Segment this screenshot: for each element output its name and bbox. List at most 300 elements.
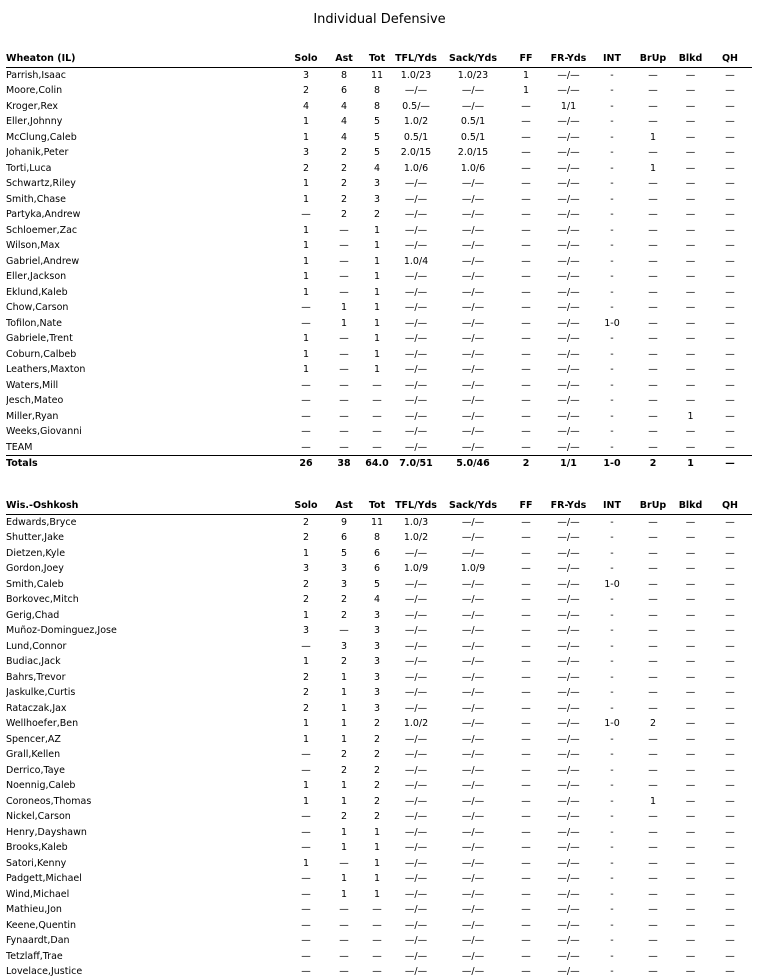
stat-cell: 1.0/6 — [403, 162, 429, 174]
stat-cell: — — [685, 563, 696, 574]
stat-cell: —/— — [557, 795, 580, 807]
stat-cell: 2 — [302, 162, 310, 174]
stat-cell: - — [610, 209, 614, 220]
stat-cell: — — [685, 379, 696, 391]
stat-cell: 2 — [302, 532, 310, 543]
table-header-row — [6, 51, 752, 67]
stat-cell: —/— — [404, 594, 428, 605]
stat-cell: 3 — [373, 640, 381, 652]
col-ast-header: Ast — [326, 51, 362, 67]
stat-cell: — — [521, 302, 531, 313]
stat-cell: —/— — [557, 162, 580, 174]
stat-cell: — — [648, 441, 658, 453]
stat-cell: — — [648, 333, 658, 344]
stat-cell: — — [648, 240, 658, 251]
player-name: Satori,Kenny — [6, 857, 67, 869]
stat-cell: - — [610, 826, 614, 838]
stat-cell: - — [610, 842, 614, 853]
stat-cell: — — [648, 625, 658, 636]
stat-cell: —/— — [461, 733, 485, 745]
player-name: Gabriel,Andrew — [6, 255, 80, 267]
stat-cell: —/— — [557, 857, 580, 869]
stat-cell: 1 — [373, 348, 381, 360]
stat-cell: — — [685, 395, 696, 406]
stat-cell: - — [610, 516, 614, 528]
stat-cell: — — [648, 935, 658, 946]
col-qh-header: QH — [708, 498, 752, 514]
stat-cell: —/— — [557, 702, 580, 714]
stat-cell: —/— — [461, 317, 485, 329]
stat-cell: — — [301, 935, 311, 946]
stat-cell: 2 — [302, 85, 310, 96]
stat-cell: —/— — [557, 594, 580, 605]
stat-cell: —/— — [461, 547, 485, 559]
stat-cell: —/— — [557, 395, 580, 406]
col-int-header: INT — [591, 498, 633, 514]
stat-cell: — — [685, 640, 696, 652]
stat-cell: — — [648, 733, 658, 745]
stat-cell: 8 — [373, 100, 381, 112]
stat-cell: —/— — [404, 178, 428, 189]
stat-cell: 1 — [373, 842, 381, 853]
table-row — [6, 99, 752, 115]
stat-cell: — — [339, 441, 349, 453]
table-row — [6, 530, 752, 546]
stat-cell: — — [685, 764, 696, 776]
stat-cell: — — [685, 516, 696, 528]
stat-cell: — — [725, 594, 735, 605]
stat-cell: 1 — [340, 671, 348, 683]
stat-cell: —/— — [461, 302, 485, 313]
stat-cell: —/— — [404, 640, 428, 652]
stat-cell: —/— — [404, 904, 428, 915]
stat-cell: 2 — [373, 718, 381, 729]
stat-cell: - — [610, 69, 614, 81]
player-name: Eller,Jackson — [6, 271, 67, 282]
stat-cell: — — [521, 625, 531, 636]
player-name: Coroneos,Thomas — [6, 795, 92, 807]
stat-cell: —/— — [461, 255, 485, 267]
stat-cell: - — [610, 935, 614, 946]
totals-label: Totals — [6, 456, 286, 472]
table-row — [6, 223, 752, 239]
stat-cell: — — [685, 333, 696, 344]
stat-cell: — — [725, 656, 735, 667]
stat-cell: — — [685, 255, 696, 267]
stat-cell: 1 — [340, 873, 348, 884]
stat-cell: — — [372, 441, 382, 453]
stat-cell: 1 — [373, 224, 381, 236]
stat-cell: —/— — [404, 578, 428, 590]
stat-cell: — — [648, 640, 658, 652]
stat-cell: —/— — [461, 609, 485, 621]
stat-cell: —/— — [404, 224, 428, 236]
stat-cell: — — [648, 426, 658, 437]
table-row — [6, 887, 752, 903]
stat-cell: 1 — [302, 255, 310, 267]
stat-cell: — — [685, 271, 696, 282]
stat-cell: — — [685, 224, 696, 236]
stat-cell: — — [725, 131, 735, 143]
stat-cell: — — [725, 826, 735, 838]
stat-cell: 2 — [340, 193, 348, 205]
stat-cell: — — [685, 625, 696, 636]
stat-cell: —/— — [404, 286, 428, 298]
stat-cell: — — [725, 795, 735, 807]
stat-cell: — — [725, 780, 735, 791]
stat-cell: — — [725, 85, 735, 96]
stat-cell: — — [339, 364, 349, 375]
stat-cell: 2 — [302, 516, 310, 528]
player-name: Eklund,Kaleb — [6, 286, 68, 298]
player-name: Muñoz-Dominguez,Jose — [6, 625, 117, 636]
stat-cell: 1 — [302, 609, 310, 621]
stat-cell: — — [339, 625, 349, 636]
stat-cell: —/— — [557, 904, 580, 915]
player-name: Coburn,Calbeb — [6, 348, 77, 360]
stat-cell: — — [648, 224, 658, 236]
stat-cell: — — [372, 379, 382, 391]
stat-cell: 1 — [340, 888, 348, 900]
player-name: Bahrs,Trevor — [6, 671, 66, 683]
stat-cell: — — [521, 240, 531, 251]
stat-cell: — — [725, 904, 735, 915]
stat-cell: - — [610, 395, 614, 406]
stat-cell: — — [648, 85, 658, 96]
stat-cell: —/— — [557, 333, 580, 344]
stat-cell: 1 — [373, 317, 381, 329]
stat-cell: — — [521, 162, 531, 174]
stat-cell: —/— — [461, 578, 485, 590]
stat-cell: 1-0 — [604, 718, 620, 729]
stat-cell: — — [648, 780, 658, 791]
stat-cell: 9 — [340, 516, 348, 528]
stat-cell: —/— — [404, 333, 428, 344]
stat-cell: —/— — [404, 348, 428, 360]
stat-cell: — — [725, 547, 735, 559]
stat-cell: — — [339, 426, 349, 437]
stat-cell: — — [301, 426, 311, 437]
player-name: Chow,Carson — [6, 302, 69, 313]
stat-cell: 3 — [302, 69, 310, 81]
stat-cell: — — [339, 240, 349, 251]
stat-cell: 1 — [340, 780, 348, 791]
stat-cell: 0.5/1 — [460, 131, 486, 143]
stat-cell: — — [685, 609, 696, 621]
stat-cell: - — [610, 950, 614, 962]
stat-cell: —/— — [557, 426, 580, 437]
stat-cell: 1 — [687, 410, 694, 422]
stat-cell: 1.0/2 — [403, 718, 429, 729]
table-row — [6, 238, 752, 254]
table-row — [6, 654, 752, 670]
stat-cell: 4 — [373, 594, 381, 605]
stat-cell: —/— — [404, 395, 428, 406]
stat-cell: — — [521, 147, 531, 158]
stat-cell: —/— — [461, 671, 485, 683]
stat-cell: — — [521, 842, 531, 853]
stat-cell: 2 — [373, 811, 381, 822]
stat-cell: —/— — [557, 255, 580, 267]
stat-cell: 1 — [373, 873, 381, 884]
stat-cell: 3 — [373, 671, 381, 683]
table-row — [6, 316, 752, 332]
stat-cell: — — [339, 950, 349, 962]
stat-cell: —/— — [557, 547, 580, 559]
table-row — [6, 130, 752, 146]
stat-cell: - — [610, 147, 614, 158]
table-row — [6, 347, 752, 363]
col-int-header: INT — [591, 51, 633, 67]
stat-cell: 5 — [373, 131, 381, 143]
totals-cell: 26 — [286, 456, 326, 472]
stat-cell: - — [610, 795, 614, 807]
stat-cell: — — [685, 131, 696, 143]
stat-cell: 1 — [340, 795, 348, 807]
stat-cell: — — [521, 410, 531, 422]
stat-cell: 1 — [302, 193, 310, 205]
player-name: TEAM — [6, 441, 33, 453]
stat-cell: —/— — [557, 935, 580, 946]
stat-cell: 1 — [340, 842, 348, 853]
stat-cell: —/— — [461, 209, 485, 220]
stat-cell: — — [725, 441, 735, 453]
stat-cell: — — [725, 364, 735, 375]
stat-cell: — — [685, 687, 696, 698]
stat-cell: — — [301, 379, 311, 391]
table-row — [6, 794, 752, 810]
stat-cell: - — [610, 255, 614, 267]
stat-cell: —/— — [461, 656, 485, 667]
stat-cell: —/— — [461, 888, 485, 900]
stat-cell: — — [521, 348, 531, 360]
col-qh-header: QH — [708, 51, 752, 67]
stat-cell: - — [610, 640, 614, 652]
stat-cell: 5 — [340, 547, 348, 559]
col-fr-header: FR-Yds — [546, 498, 591, 514]
stat-cell: — — [339, 966, 349, 977]
stat-cell: — — [725, 919, 735, 931]
stat-cell: — — [301, 640, 311, 652]
stat-cell: 1.0/3 — [403, 516, 429, 528]
totals-cell: 5.0/46 — [440, 456, 506, 472]
stat-cell: — — [521, 609, 531, 621]
stat-cell: — — [521, 888, 531, 900]
stat-cell: — — [725, 516, 735, 528]
stat-cell: —/— — [404, 209, 428, 220]
stat-cell: 3 — [302, 147, 310, 158]
stat-cell: —/— — [461, 379, 485, 391]
stat-cell: —/— — [557, 656, 580, 667]
stat-cell: —/— — [461, 687, 485, 698]
stat-cell: — — [339, 271, 349, 282]
stat-cell: — — [301, 395, 311, 406]
stat-cell: — — [648, 317, 658, 329]
stat-cell: — — [648, 857, 658, 869]
stat-cell: — — [685, 733, 696, 745]
stat-cell: —/— — [461, 826, 485, 838]
stat-cell: - — [610, 426, 614, 437]
stat-cell: — — [339, 410, 349, 422]
table-row — [6, 300, 752, 316]
stat-cell: — — [685, 656, 696, 667]
stat-cell: —/— — [461, 640, 485, 652]
stat-cell: — — [725, 147, 735, 158]
stat-cell: —/— — [404, 426, 428, 437]
stat-cell: — — [521, 286, 531, 298]
stat-cell: — — [648, 811, 658, 822]
player-name: Noennig,Caleb — [6, 780, 76, 791]
table-row — [6, 393, 752, 409]
stat-cell: — — [685, 935, 696, 946]
stat-cell: —/— — [557, 193, 580, 205]
table-header-row — [6, 498, 752, 514]
table-row — [6, 254, 752, 270]
stat-cell: — — [725, 687, 735, 698]
stat-cell: —/— — [404, 888, 428, 900]
stat-cell: - — [610, 857, 614, 869]
col-solo-header: Solo — [286, 498, 326, 514]
stat-cell: — — [725, 395, 735, 406]
stat-cell: 1 — [302, 333, 310, 344]
stat-cell: —/— — [557, 209, 580, 220]
stat-cell: — — [521, 687, 531, 698]
stat-cell: — — [685, 364, 696, 375]
stat-cell: — — [521, 935, 531, 946]
stat-cell: —/— — [557, 687, 580, 698]
table-row — [6, 145, 752, 161]
totals-cell: 38 — [326, 456, 362, 472]
stat-cell: —/— — [557, 826, 580, 838]
stat-cell: —/— — [557, 780, 580, 791]
table-row — [6, 732, 752, 748]
stat-cell: - — [610, 364, 614, 375]
stat-cell: — — [685, 348, 696, 360]
table-row — [6, 561, 752, 577]
stat-cell: 6 — [340, 85, 348, 96]
stat-cell: —/— — [461, 702, 485, 714]
table-row — [6, 362, 752, 378]
stat-cell: — — [521, 441, 531, 453]
stat-cell: - — [610, 379, 614, 391]
stat-cell: 1 — [302, 857, 310, 869]
stat-cell: - — [610, 687, 614, 698]
stat-cell: —/— — [557, 131, 580, 143]
stat-cell: 2 — [302, 578, 310, 590]
stat-cell: — — [725, 69, 735, 81]
stat-cell: —/— — [557, 516, 580, 528]
totals-cell: 2 — [633, 456, 673, 472]
totals-cell: 1/1 — [546, 456, 591, 472]
stat-cell: 2 — [373, 780, 381, 791]
stat-cell: - — [610, 749, 614, 760]
stat-cell: — — [648, 671, 658, 683]
stat-cell: — — [521, 950, 531, 962]
table-row — [6, 825, 752, 841]
stat-cell: 1 — [302, 547, 310, 559]
stat-cell: — — [521, 333, 531, 344]
stat-cell: — — [648, 193, 658, 205]
stat-cell: — — [685, 100, 696, 112]
stat-cell: - — [610, 224, 614, 236]
stat-cell: — — [339, 224, 349, 236]
player-name: Eller,Johnny — [6, 116, 63, 127]
table-row — [6, 514, 752, 530]
player-name: Smith,Caleb — [6, 578, 64, 590]
player-name: Edwards,Bryce — [6, 516, 77, 528]
stat-cell: — — [372, 426, 382, 437]
stat-cell: — — [685, 240, 696, 251]
stat-cell: —/— — [404, 919, 428, 931]
stat-cell: — — [725, 286, 735, 298]
stat-cell: — — [685, 904, 696, 915]
stat-cell: - — [610, 271, 614, 282]
stat-cell: - — [610, 563, 614, 574]
stat-cell: 1 — [302, 656, 310, 667]
player-name: Torti,Luca — [6, 162, 52, 174]
player-name: Grall,Kellen — [6, 749, 61, 760]
col-ff-header: FF — [506, 498, 546, 514]
stat-cell: 2.0/15 — [457, 147, 489, 158]
stat-cell: — — [725, 749, 735, 760]
table-row — [6, 440, 752, 456]
stat-cell: — — [725, 640, 735, 652]
stat-cell: - — [610, 888, 614, 900]
stat-cell: — — [648, 116, 658, 127]
stat-cell: — — [648, 348, 658, 360]
stat-cell: — — [301, 873, 311, 884]
stat-cell: — — [725, 950, 735, 962]
stat-cell: —/— — [557, 873, 580, 884]
stat-cell: 4 — [340, 100, 348, 112]
stat-cell: 2 — [340, 656, 348, 667]
stat-cell: 1.0/23 — [457, 69, 489, 81]
player-name: Jaskulke,Curtis — [6, 687, 76, 698]
stat-cell: 2 — [340, 764, 348, 776]
stat-cell: —/— — [557, 625, 580, 636]
stat-cell: — — [725, 116, 735, 127]
stat-cell: - — [610, 348, 614, 360]
stat-cell: —/— — [404, 85, 428, 96]
player-name: Padgett,Michael — [6, 873, 82, 884]
stat-cell: — — [648, 516, 658, 528]
stat-cell: 2 — [340, 609, 348, 621]
stat-cell: - — [610, 609, 614, 621]
stat-cell: — — [725, 333, 735, 344]
stat-cell: —/— — [404, 302, 428, 313]
stat-cell: —/— — [557, 578, 580, 590]
stat-cell: — — [521, 379, 531, 391]
stat-cell: - — [610, 966, 614, 977]
table-row — [6, 949, 752, 965]
stat-cell: — — [521, 749, 531, 760]
stat-cell: — — [725, 410, 735, 422]
stat-cell: — — [648, 69, 658, 81]
stat-cell: — — [301, 826, 311, 838]
stat-cell: 1.0/2 — [403, 116, 429, 127]
player-name: Fynaardt,Dan — [6, 935, 70, 946]
stat-cell: — — [301, 950, 311, 962]
stat-cell: —/— — [461, 441, 485, 453]
stat-cell: —/— — [404, 379, 428, 391]
stat-cell: — — [725, 224, 735, 236]
stat-cell: —/— — [461, 532, 485, 543]
stat-cell: —/— — [461, 718, 485, 729]
stat-cell: 1 — [373, 333, 381, 344]
stat-cell: — — [648, 687, 658, 698]
stat-cell: 1.0/2 — [403, 532, 429, 543]
stat-cell: — — [725, 209, 735, 220]
